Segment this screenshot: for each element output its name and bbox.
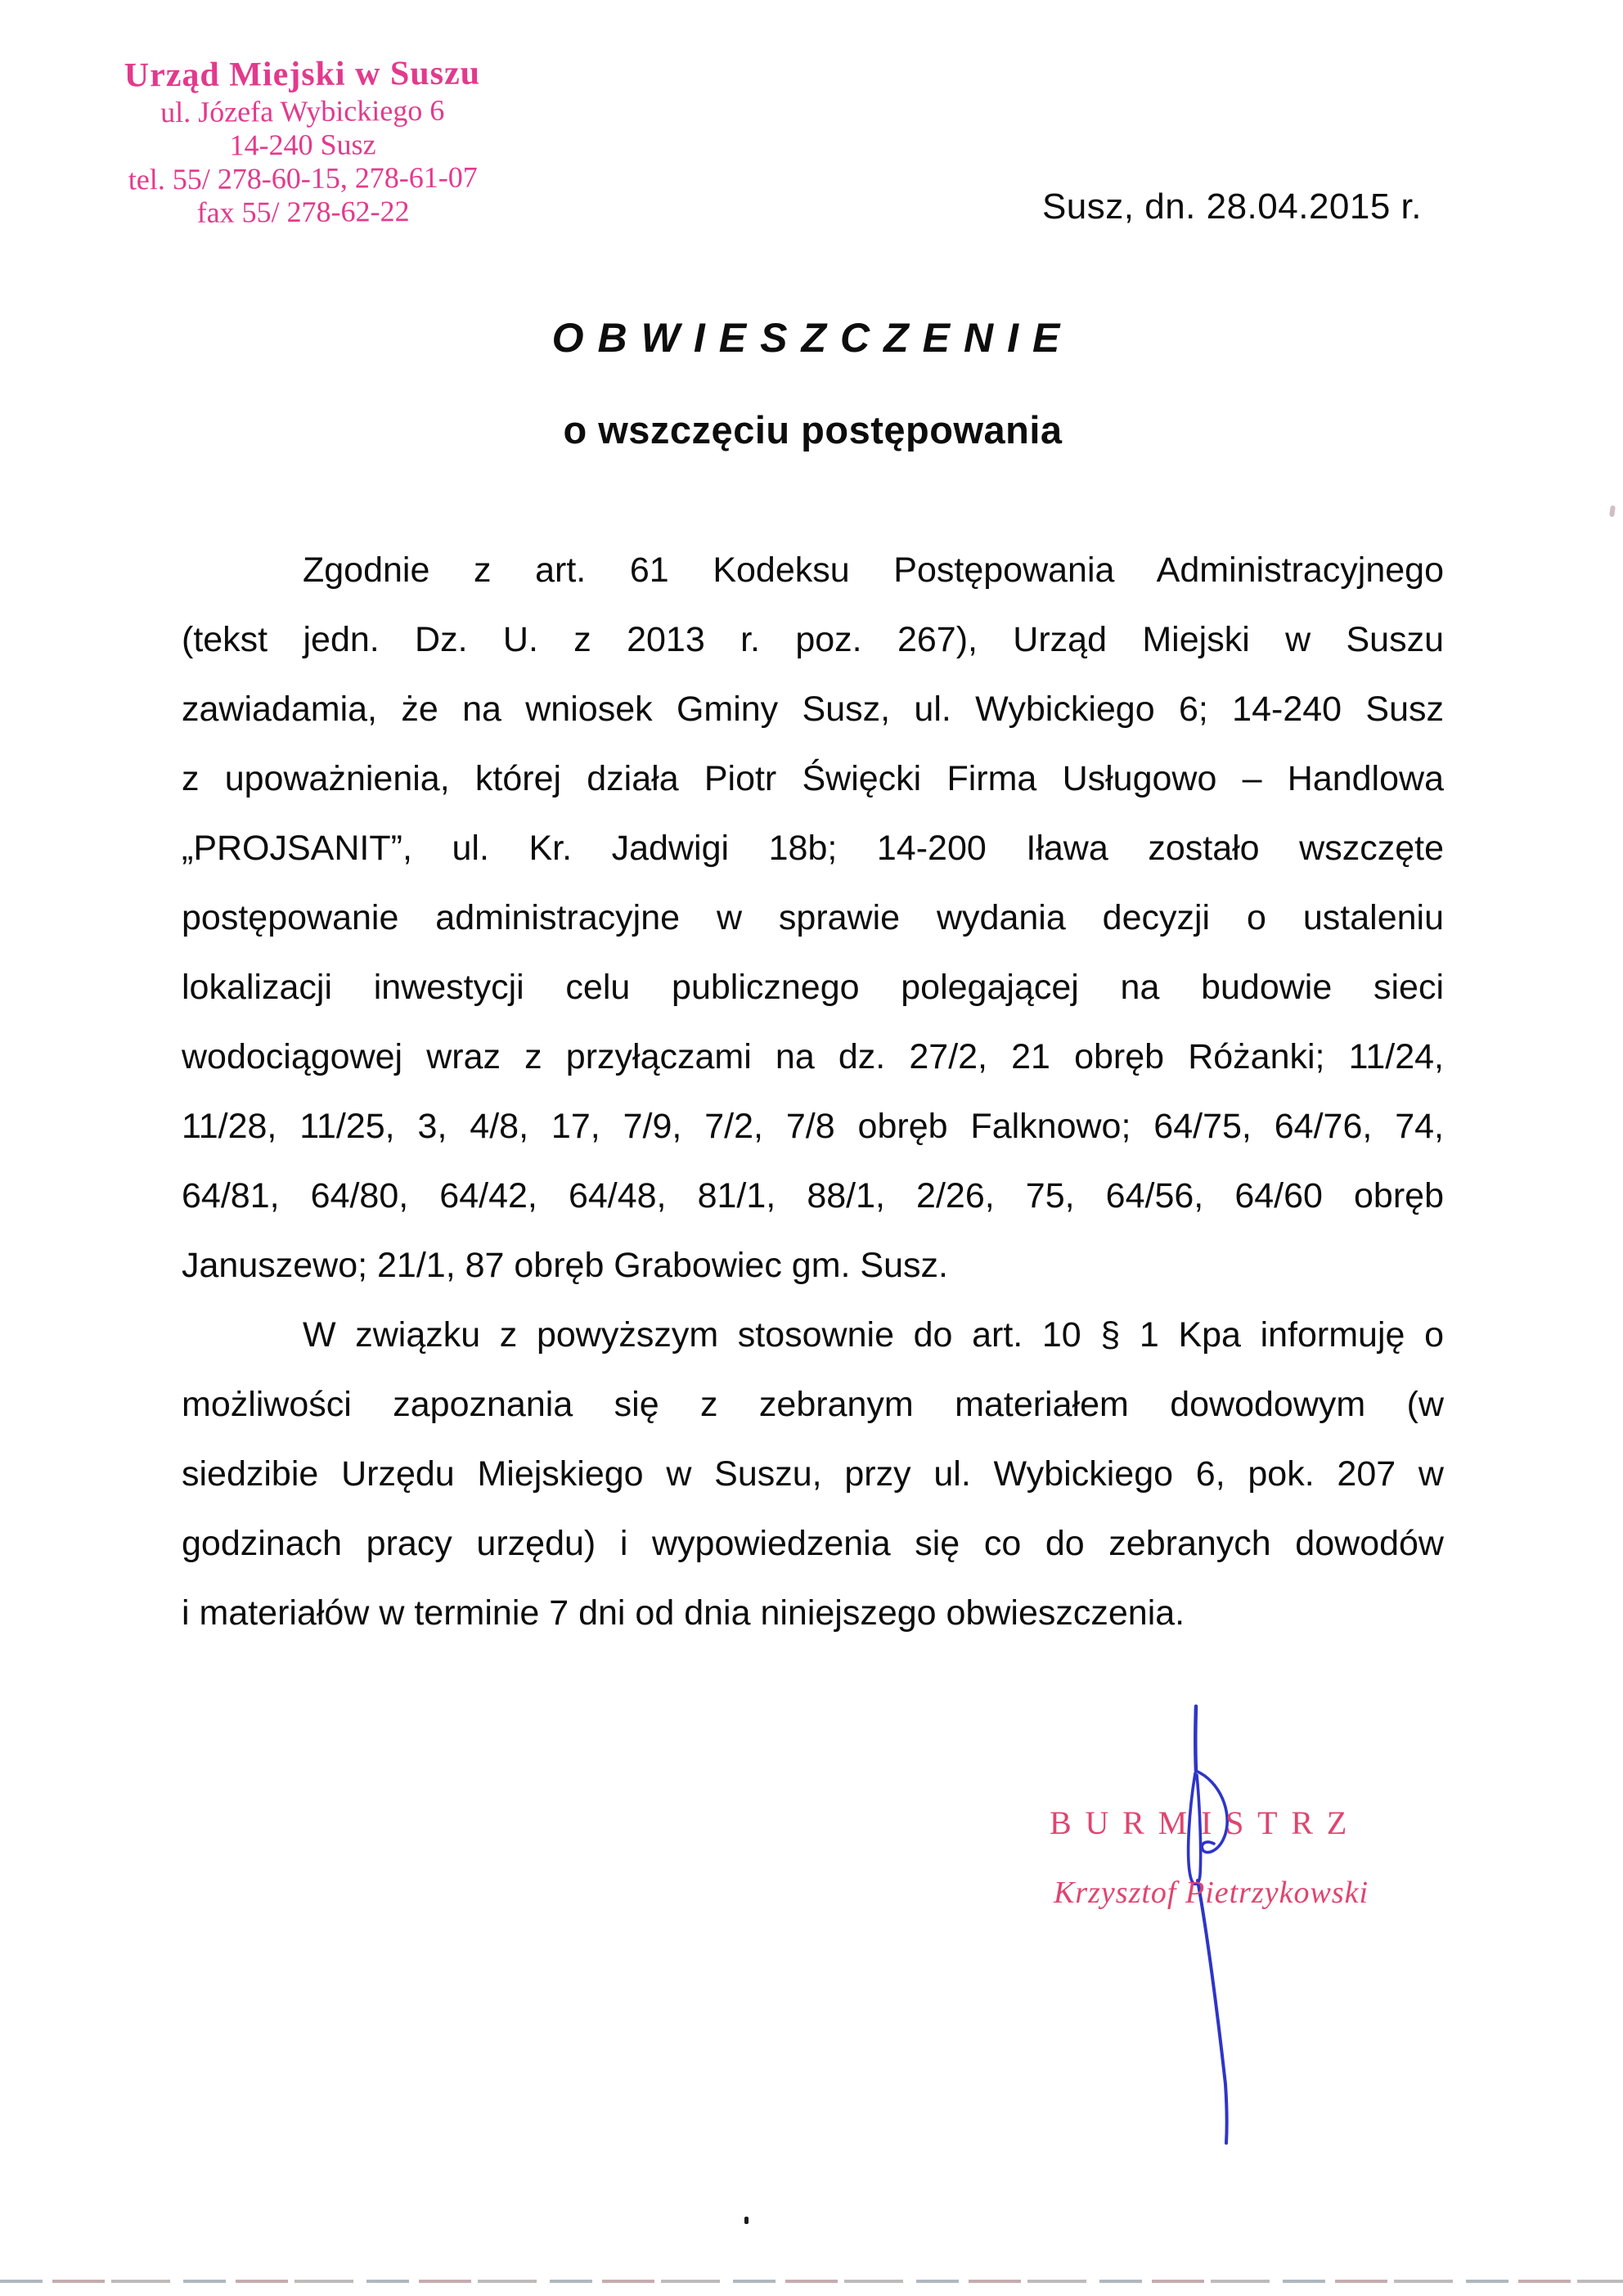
signer-name-stamp: Krzysztof Pietrzykowski	[1054, 1876, 1369, 1910]
document-title: OBWIESZCZENIE	[551, 315, 1074, 361]
body-line: 64/81, 64/80, 64/42, 64/48, 81/1, 88/1, 2/26, 75, 64/56, 64/60 obręb	[182, 1176, 1444, 1215]
body-line: z upoważnienia, której działa Piotr Święcki Firma Usługowo – Handlowa	[182, 759, 1444, 798]
letterhead-address-line1: ul. Józefa Wybickiego 6	[160, 93, 445, 129]
stray-ink-mark	[1609, 505, 1616, 518]
date-line: Susz, dn. 28.04.2015 r.	[1041, 186, 1422, 227]
document-subtitle: o wszczęciu postępowania	[563, 408, 1063, 452]
document-body	[182, 536, 1444, 1648]
body-line: i materiałów w terminie 7 dni od dnia niniejszego obwieszczenia.	[182, 1593, 1185, 1633]
body-line: (tekst jedn. Dz. U. z 2013 r. poz. 267), Urząd Miejski w Suszu	[182, 620, 1444, 659]
letterhead-fax-line: fax 55/ 278-62-22	[196, 195, 410, 229]
letterhead-phone-line: tel. 55/ 278-60-15, 278-61-07	[128, 160, 478, 196]
scan-bottom-edge	[0, 2280, 1623, 2283]
body-line: siedzibie Urzędu Miejskiego w Suszu, przy ul. Wybickiego 6, pok. 207 w	[182, 1454, 1444, 1494]
body-line: Januszewo; 21/1, 87 obręb Grabowiec gm. Susz.	[182, 1246, 948, 1285]
body-line: „PROJSANIT”, ul. Kr. Jadwigi 18b; 14-200 Iława zostało wszczęte	[182, 829, 1444, 868]
letterhead-address-line2: 14-240 Susz	[229, 128, 376, 162]
body-line: zawiadamia, że na wniosek Gminy Susz, ul. Wybickiego 6; 14-240 Susz	[182, 690, 1444, 729]
body-line: wodociągowej wraz z przyłączami na dz. 27/2, 21 obręb Różanki; 11/24,	[182, 1037, 1444, 1076]
body-line: 11/28, 11/25, 3, 4/8, 17, 7/9, 7/2, 7/8 obręb Falknowo; 64/75, 64/76, 74,	[182, 1107, 1444, 1146]
letterhead-office-name: Urząd Miejski w Suszu	[124, 54, 481, 95]
body-line: lokalizacji inwestycji celu publicznego polegającej na budowie sieci	[182, 968, 1444, 1007]
body-line: Zgodnie z art. 61 Kodeksu Postępowania Administracyjnego	[303, 550, 1444, 590]
body-line: postępowanie administracyjne w sprawie wydania decyzji o ustaleniu	[182, 898, 1444, 937]
handwritten-signature-ink	[1170, 1700, 1268, 2158]
signer-role-stamp: BURMISTRZ	[1050, 1804, 1361, 1841]
letterhead-stamp	[85, 52, 519, 231]
stray-ink-dot	[744, 2217, 749, 2224]
body-line: możliwości zapoznania się z zebranym materiałem dowodowym (w	[182, 1385, 1444, 1424]
body-line: W związku z powyższym stosownie do art. 10 § 1 Kpa informuję o	[303, 1315, 1444, 1355]
body-line: godzinach pracy urzędu) i wypowiedzenia się co do zebranych dowodów	[182, 1524, 1444, 1563]
